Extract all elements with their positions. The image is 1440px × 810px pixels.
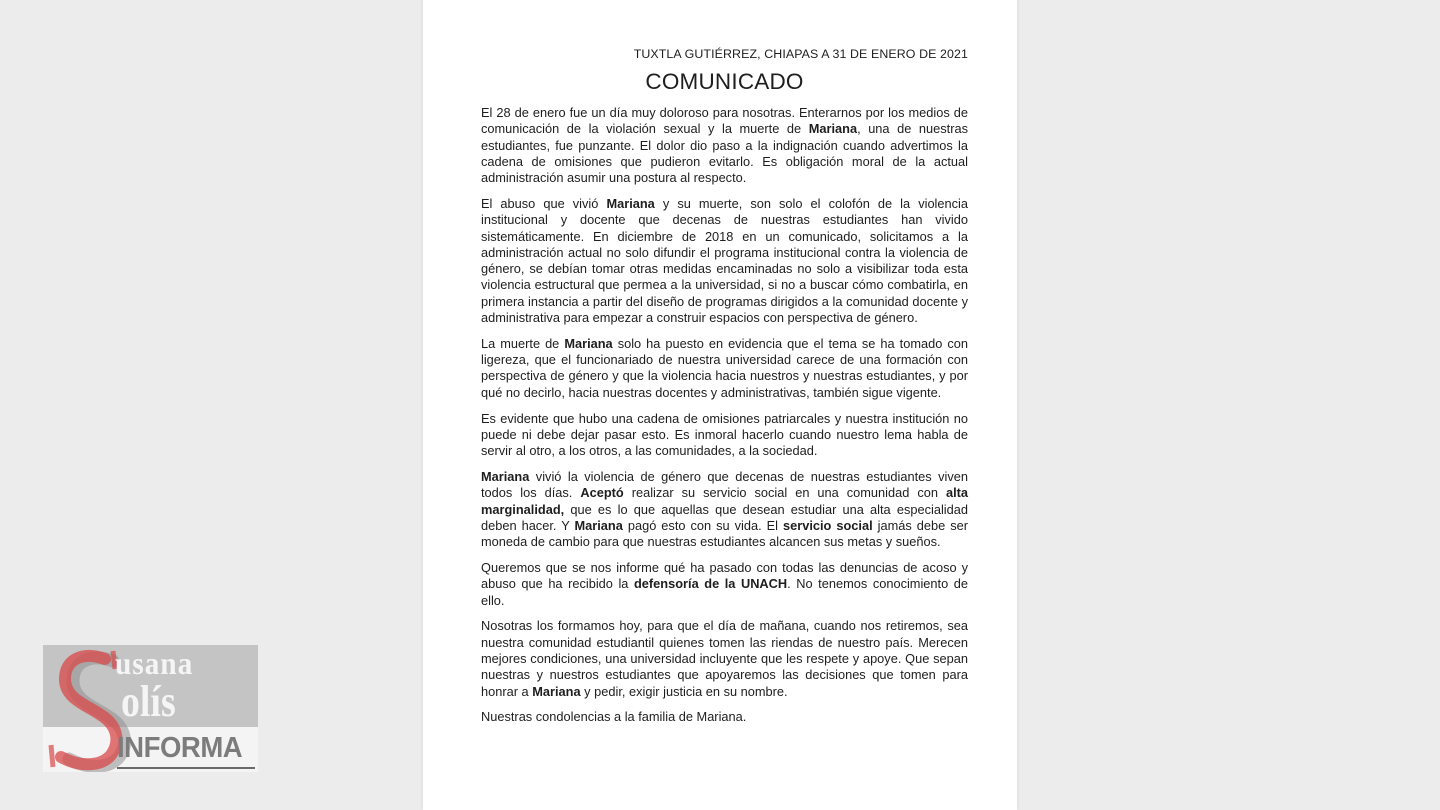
logo-s-serif-bottom [51, 745, 53, 767]
text-run: Nosotras los formamos hoy, para que el día de mañana, cuando nos retiremos, sea nuestra comunidad estudiantil quienes tomen las riendas de nuestro país. Merecen mejores condiciones, una universidad incluyente que les respete y apoye. Que sepan nuestras y nuestros estudiantes que apoyaremos las decisiones que tomen para honrar a [481, 618, 968, 699]
document-page [423, 0, 1017, 810]
text-run: jamás debe ser moneda de cambio para que nuestras estudiantes alcancen sus metas y sueños. [481, 517, 969, 550]
bold-text: alta marginalidad, [481, 485, 969, 517]
paragraph [481, 469, 968, 550]
text-run: realizar su servicio social en una comunidad con [623, 485, 946, 501]
watermark-logo [43, 645, 258, 772]
paragraph [481, 560, 968, 609]
text-run: vivió la violencia de género que decenas de nuestras estudiantes viven todos los días. [481, 468, 968, 501]
bold-text: defensoría de la UNACH [633, 576, 788, 592]
text-run: , una de nuestras estudiantes, fue punzante. El dolor dio paso a la indignación cuando advertimos la cadena de omisiones que pudieron evitarlo. Es obligación moral de la actual administración asumir una postura al respecto. [481, 121, 968, 186]
document-title: COMUNICADO [645, 69, 804, 94]
text-run: Nuestras condolencias a la familia de Mariana. [481, 709, 747, 725]
text-run: y su muerte, son solo el colofón de la violencia institucional y docente que decenas de nuestras estudiantes han vivido sistemáticamente. En diciembre de 2018 en un comunicado, solicitamos a la administración actual no solo difundir el programa institucional contra la violencia de género, se debían tomar otras medidas encaminadas no solo a visibilizar toda esta violencia estructural que permea a la universidad, si no a buscar cómo combatirla, en primera instancia a partir del diseño de programas dirigidos a la comunidad docente y administrativa para empezar a construir espacios con perspectiva de género. [481, 195, 968, 326]
text-run: . No tenemos conocimiento de ello. [481, 576, 968, 608]
bold-text: Mariana [574, 517, 623, 533]
paragraph [481, 709, 968, 725]
paragraph [481, 105, 968, 186]
logo-word-usana: usana [115, 645, 194, 681]
paragraph [481, 618, 968, 699]
document-body [481, 44, 968, 735]
text-run: Es evidente que hubo una cadena de omisiones patriarcales y nuestra institución no puede ni debe dejar pasar esto. Es inmoral hacerlo cuando nuestro lema habla de servir al otro, a los otros, a las comunidades, a la sociedad. [481, 410, 968, 459]
text-run: La muerte de [481, 335, 565, 351]
dateline: TUXTLA GUTIÉRREZ, CHIAPAS A 31 DE ENERO DE 2021 [633, 47, 968, 61]
text-run: que es lo que aquellas que desean estudiar una alta especialidad deben hacer. Y [481, 501, 968, 533]
text-run: Queremos que se nos informe qué ha pasado con todas las denuncias de acoso y abuso que ha recibido la [481, 559, 968, 592]
bold-text: Mariana [481, 468, 530, 484]
bold-text: Aceptó [580, 485, 624, 501]
paragraph-list [481, 105, 968, 726]
bold-text: Mariana [808, 121, 858, 137]
text-run: pagó esto con su vida. El [622, 517, 783, 533]
bold-text: servicio social [783, 517, 873, 533]
bold-text: Mariana [564, 335, 613, 351]
logo-word-informa: INFORMA [117, 732, 243, 764]
logo-underline [117, 767, 255, 769]
paragraph [481, 411, 968, 460]
bold-text: Mariana [606, 195, 655, 211]
paragraph [481, 336, 968, 401]
paragraph [481, 196, 968, 326]
bold-text: Mariana [532, 683, 581, 699]
text-run: y pedir, exigir justicia en su nombre. [580, 683, 788, 699]
text-run: El abuso que vivió [481, 195, 607, 211]
text-run: solo ha puesto en evidencia que el tema se ha tomado con ligereza, que el funcionariado de nuestra universidad carece de una formación con perspectiva de género y que la violencia hacia nuestros y nuestras estudiantes, y por qué no decirlo, hacia nuestras docentes y administrativas, también sigue vigente. [481, 335, 968, 400]
text-run: El 28 de enero fue un día muy doloroso para nosotras. Enterarnos por los medios de comunicación de la violación sexual y la muerte de [481, 105, 968, 137]
logo-word-solis: olís [121, 677, 176, 726]
